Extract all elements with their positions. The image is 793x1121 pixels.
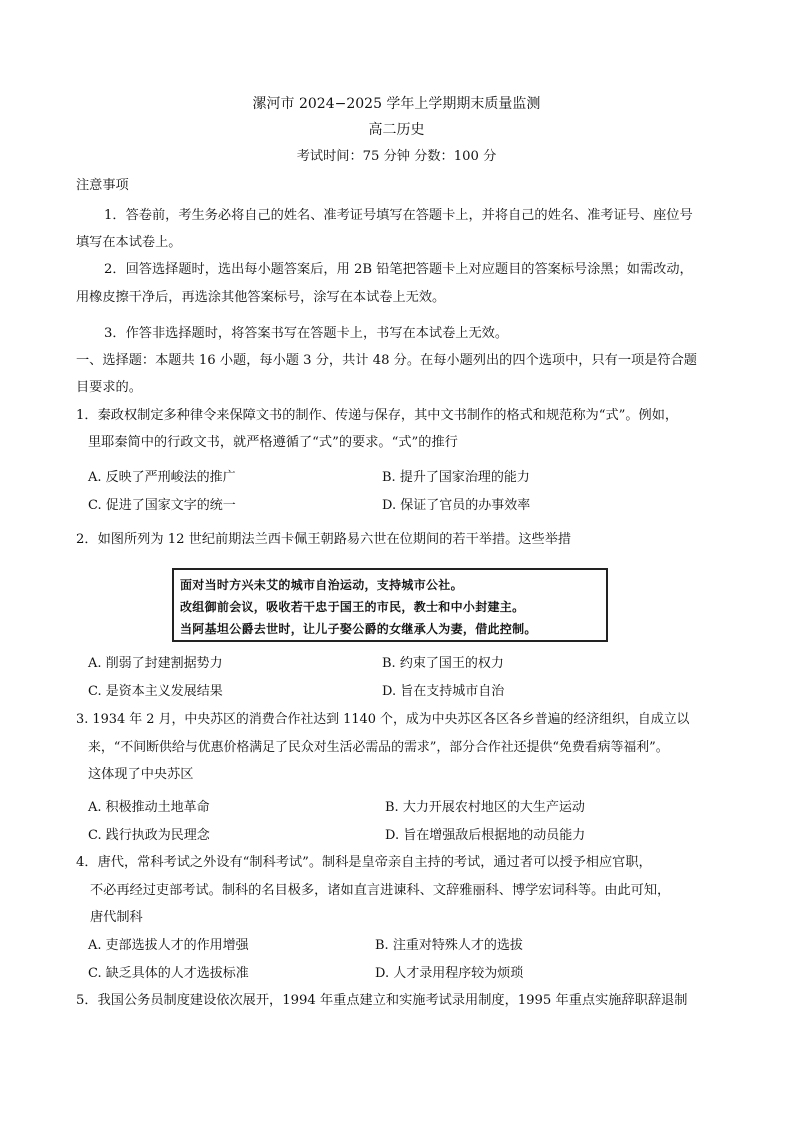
question-4-option-b: B. 注重对特殊人才的选拔 — [375, 938, 523, 953]
source-box-line-3: 当阿基坦公爵去世时，让儿子娶公爵的女继承人为妻，借此控制。 — [180, 622, 537, 636]
question-2-option-b: B. 约束了国王的权力 — [382, 656, 504, 671]
notice-item-1-line-2: 填写在本试卷上。 — [76, 235, 182, 250]
question-3-option-b: B. 大力开展农村地区的大生产运动 — [385, 800, 585, 815]
question-1-line-1: 1．秦政权制定多种律令来保障文书的制作、传递与保存，其中文书制作的格式和规范称为“式”。例如， — [76, 408, 679, 423]
question-3-option-a: A. 积极推动土地革命 — [88, 800, 210, 815]
section-heading-line-1: 一、选择题：本题共 16 小题，每小题 3 分，共计 48 分。在每小题列出的四个选项中，只有一项是符合题 — [76, 353, 697, 368]
question-1-option-b: B. 提升了国家治理的能力 — [382, 470, 530, 485]
question-2-option-d: D. 旨在支持城市自治 — [382, 684, 505, 699]
question-3-line-2: 来，“不间断供给与优惠价格满足了民众对生活必需品的需求”，部分合作社还提供“免费看病等福利”。 — [88, 740, 669, 755]
notice-item-2-line-1: 2．回答选择题时，选出每小题答案后，用 2B 铅笔把答题卡上对应题目的答案标号涂黑；如需改动， — [104, 262, 693, 277]
question-2-option-a: A. 削弱了封建割据势力 — [88, 656, 223, 671]
notice-heading: 注意事项 — [76, 178, 129, 193]
source-box-line-2: 改组御前会议，吸收若干忠于国王的市民，教士和中小封建主。 — [180, 600, 525, 614]
notice-item-3: 3．作答非选择题时，将答案书写在答题卡上，书写在本试卷上无效。 — [104, 326, 509, 341]
question-4-option-a: A. 吏部选拔人才的作用增强 — [88, 938, 249, 953]
question-2-option-c: C. 是资本主义发展结果 — [88, 684, 223, 699]
question-4-option-c: C. 缺乏具体的人才选拔标准 — [88, 966, 249, 981]
notice-item-2-line-2: 用橡皮擦干净后，再选涂其他答案标号，涂写在本试卷上无效。 — [76, 290, 446, 305]
question-2-source-box — [172, 568, 608, 642]
question-4-option-d: D. 人才录用程序较为烦琐 — [375, 966, 524, 981]
question-5-line-1: 5．我国公务员制度建设依次展开，1994 年重点建立和实施考试录用制度，1995 年重点实施辞职辞退制 — [76, 993, 688, 1008]
question-4-line-3: 唐代制科 — [90, 910, 143, 925]
question-1-option-c: C. 促进了国家文字的统一 — [88, 498, 236, 513]
question-2-line-1: 2．如图所列为 12 世纪前期法兰西卡佩王朝路易六世在位期间的若干举措。这些举措 — [76, 532, 572, 547]
question-3-line-1: 3. 1934 年 2 月，中央苏区的消费合作社达到 1140 个，成为中央苏区各区各乡普遍的经济组织，自成立以 — [76, 712, 690, 727]
question-4-line-2: 不必再经过吏部考试。制科的名目极多，诸如直言进谏科、文辞雅丽科、博学宏词科等。由此可知， — [90, 883, 671, 898]
exam-title: 漯河市 2024−2025 学年上学期期末质量监测 — [252, 96, 541, 112]
question-1-option-d: D. 保证了官员的办事效率 — [382, 498, 531, 513]
notice-item-1-line-1: 1．答卷前，考生务必将自己的姓名、准考证号填写在答题卡上，并将自己的姓名、准考证号、座位号 — [104, 208, 693, 223]
question-4-line-1: 4．唐代，常科考试之外设有“制科考试”。制科是皇帝亲自主持的考试，通过者可以授予相应官职， — [76, 855, 652, 870]
question-3-option-c: C. 践行执政为民理念 — [88, 828, 210, 843]
question-3-line-3: 这体现了中央苏区 — [88, 767, 194, 782]
exam-info: 考试时间：75 分钟 分数：100 分 — [296, 149, 497, 164]
source-box-line-1: 面对当时方兴未艾的城市自治运动，支持城市公社。 — [180, 578, 463, 592]
question-3-option-d: D. 旨在增强敌后根据地的动员能力 — [385, 828, 586, 843]
exam-subject: 高二历史 — [368, 122, 425, 138]
question-1-line-2: 里耶秦简中的行政文书，就严格遵循了“式”的要求。“式”的推行 — [88, 435, 458, 450]
question-1-option-a: A. 反映了严刑峻法的推广 — [88, 470, 236, 485]
section-heading-line-2: 目要求的。 — [76, 380, 142, 395]
